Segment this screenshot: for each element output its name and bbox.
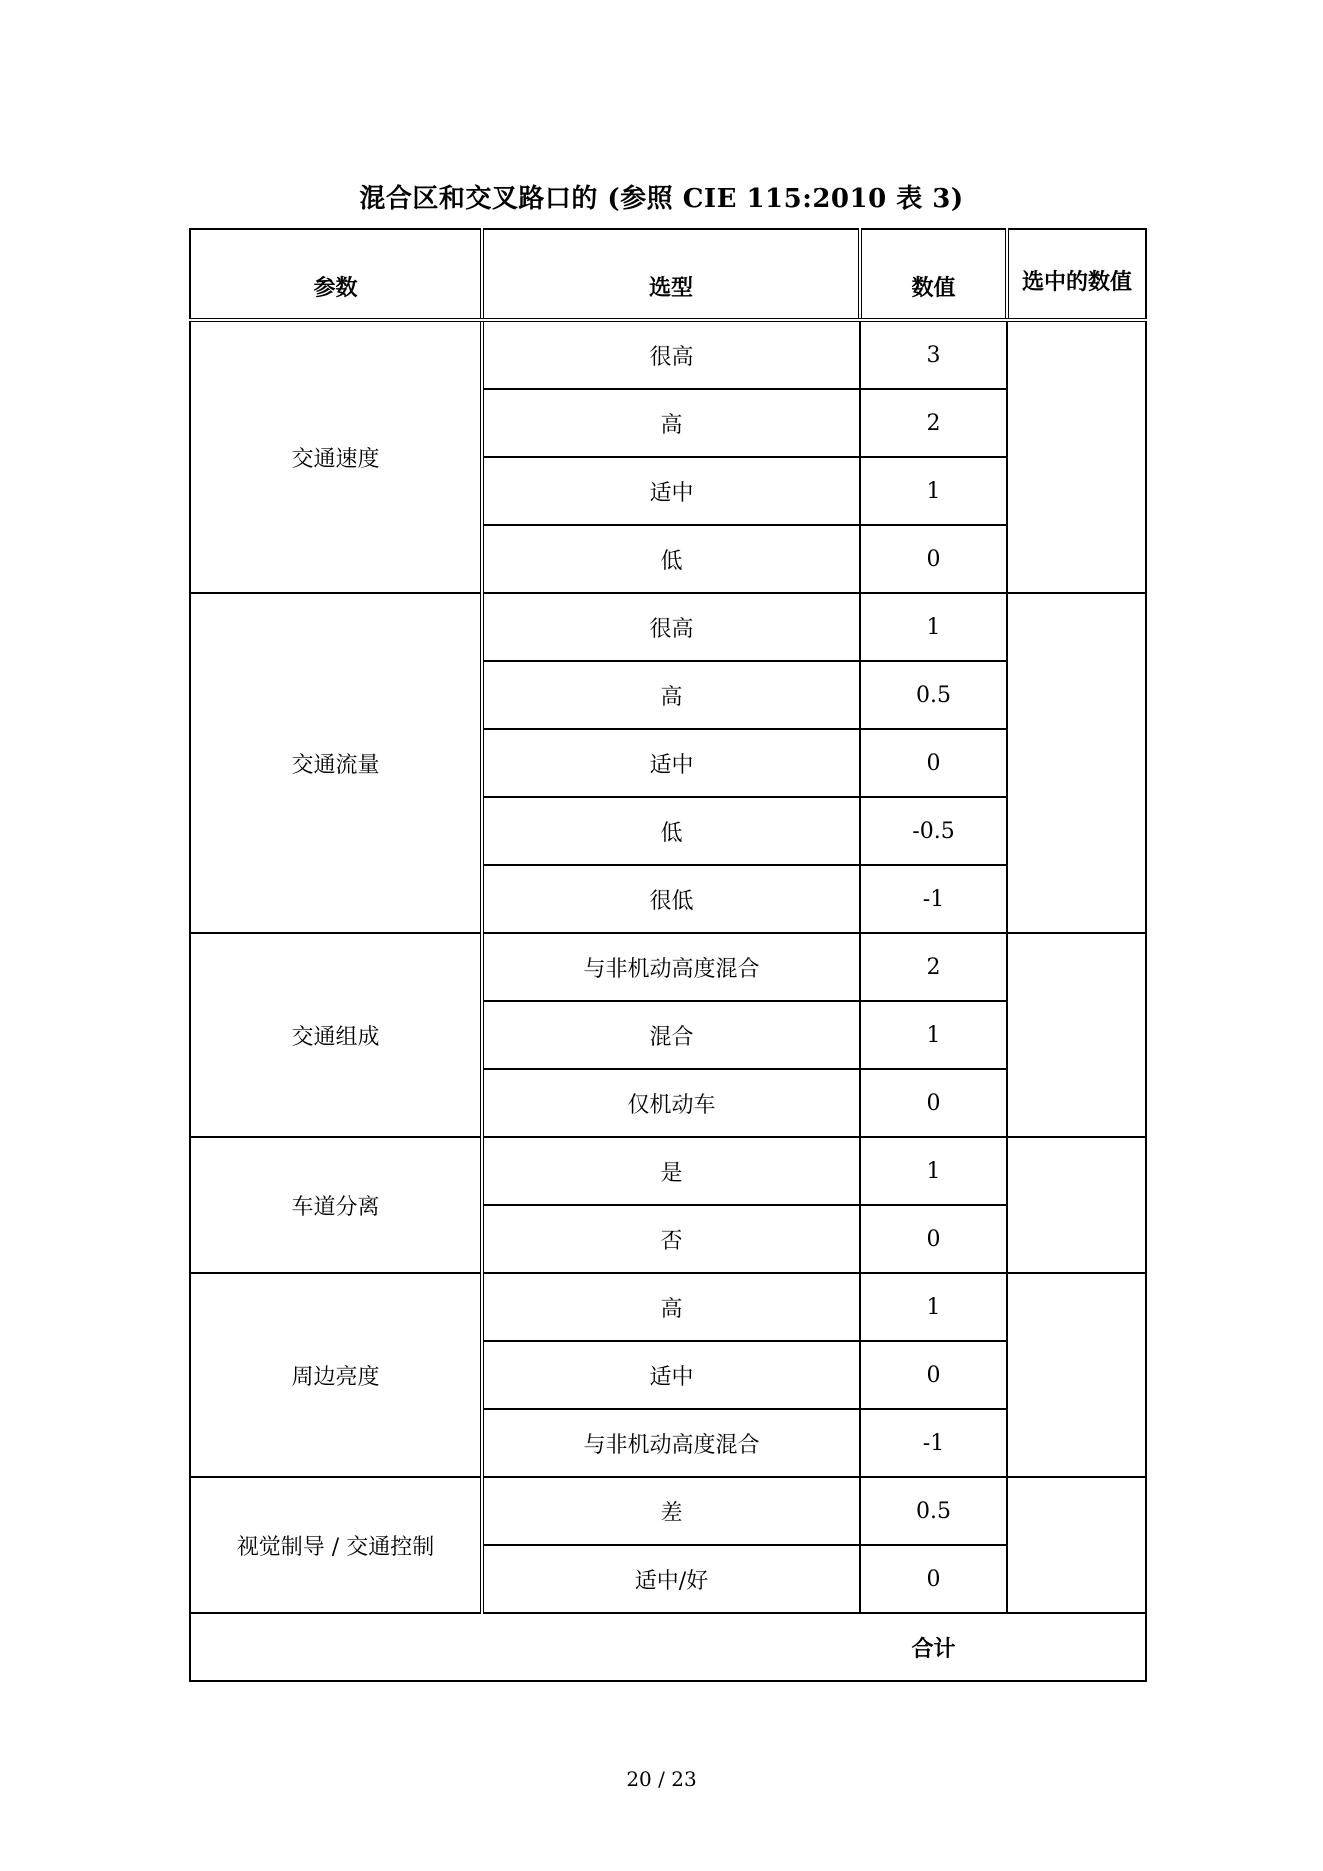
header-option: 选型 (482, 229, 860, 320)
value-cell: 0 (860, 1069, 1007, 1137)
param-name: 车道分离 (190, 1137, 482, 1273)
value-cell: 0 (860, 1205, 1007, 1273)
selected-value-cell[interactable] (1007, 1137, 1146, 1273)
option-cell: 是 (482, 1137, 860, 1205)
total-value-cell[interactable] (1007, 1613, 1146, 1681)
page-title: 混合区和交叉路口的 (参照 CIE 115:2010 表 3) (359, 184, 964, 214)
param-name: 周边亮度 (190, 1273, 482, 1477)
value-cell: 1 (860, 1001, 1007, 1069)
total-label: 合计 (860, 1613, 1007, 1681)
table-row (190, 1273, 1146, 1341)
selected-value-cell[interactable] (1007, 593, 1146, 933)
page-number: 20 / 23 (626, 1767, 697, 1791)
option-cell: 低 (482, 797, 860, 865)
header-selected-text: 选中的数值 (1022, 269, 1133, 295)
value-cell: -1 (860, 1409, 1007, 1477)
table-row (190, 320, 1146, 389)
value-cell: 0.5 (860, 1477, 1007, 1545)
option-cell: 适中 (482, 729, 860, 797)
selected-value-cell[interactable] (1007, 1273, 1146, 1477)
option-cell: 混合 (482, 1001, 860, 1069)
table-row (190, 1137, 1146, 1205)
selected-value-cell[interactable] (1007, 1477, 1146, 1613)
option-cell: 低 (482, 525, 860, 593)
value-cell: 0 (860, 525, 1007, 593)
header-param: 参数 (190, 229, 482, 320)
table-header-row (190, 229, 1146, 320)
value-cell: 1 (860, 1273, 1007, 1341)
param-name: 交通流量 (190, 593, 482, 933)
option-cell: 差 (482, 1477, 860, 1545)
param-name: 交通组成 (190, 933, 482, 1137)
param-name: 交通速度 (190, 320, 482, 593)
total-blank-cell (190, 1613, 860, 1681)
table-row (190, 593, 1146, 661)
table-row (190, 933, 1146, 1001)
selected-value-cell[interactable] (1007, 933, 1146, 1137)
value-cell: 0 (860, 729, 1007, 797)
value-cell: 2 (860, 933, 1007, 1001)
option-cell: 适中/好 (482, 1545, 860, 1613)
value-cell: 1 (860, 593, 1007, 661)
option-cell: 高 (482, 1273, 860, 1341)
option-cell: 与非机动高度混合 (482, 1409, 860, 1477)
table-body (190, 320, 1146, 1681)
total-row (190, 1613, 1146, 1681)
option-cell: 仅机动车 (482, 1069, 860, 1137)
value-cell: 0 (860, 1545, 1007, 1613)
param-name: 视觉制导 / 交通控制 (190, 1477, 482, 1613)
header-value: 数值 (860, 229, 1007, 320)
option-cell: 高 (482, 661, 860, 729)
parameter-table (189, 228, 1147, 1682)
option-cell: 适中 (482, 457, 860, 525)
table-row (190, 1477, 1146, 1545)
value-cell: 2 (860, 389, 1007, 457)
option-cell: 高 (482, 389, 860, 457)
header-selected (1007, 229, 1146, 320)
value-cell: 3 (860, 320, 1007, 389)
option-cell: 与非机动高度混合 (482, 933, 860, 1001)
value-cell: 0.5 (860, 661, 1007, 729)
option-cell: 很高 (482, 593, 860, 661)
value-cell: 1 (860, 457, 1007, 525)
value-cell: 1 (860, 1137, 1007, 1205)
value-cell: -0.5 (860, 797, 1007, 865)
option-cell: 否 (482, 1205, 860, 1273)
value-cell: -1 (860, 865, 1007, 933)
option-cell: 适中 (482, 1341, 860, 1409)
selected-value-cell[interactable] (1007, 320, 1146, 593)
value-cell: 0 (860, 1341, 1007, 1409)
option-cell: 很高 (482, 320, 860, 389)
option-cell: 很低 (482, 865, 860, 933)
